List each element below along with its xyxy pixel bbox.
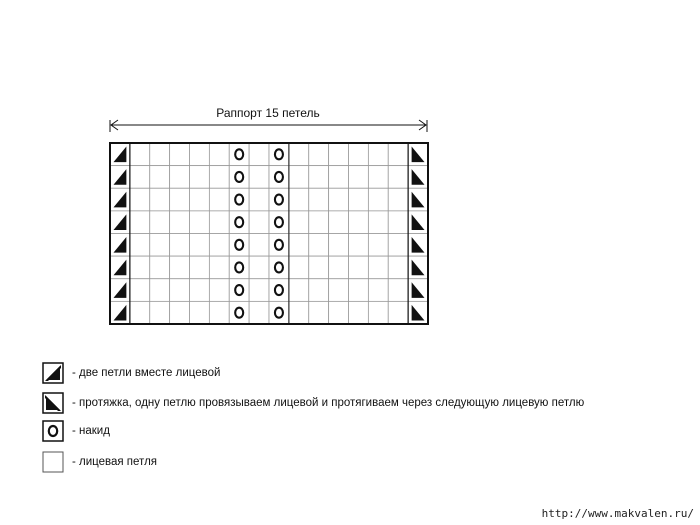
chart-cell — [388, 301, 408, 324]
chart-cell — [229, 256, 249, 279]
chart-cell — [349, 279, 369, 302]
chart-cell — [289, 143, 309, 166]
chart-cell — [309, 301, 329, 324]
chart-cell — [229, 234, 249, 257]
legend-label: - две петли вместе лицевой — [72, 367, 221, 379]
chart-cell — [309, 256, 329, 279]
chart-cell — [150, 143, 170, 166]
chart-cell — [249, 166, 269, 189]
chart-cell — [368, 279, 388, 302]
chart-cell — [209, 211, 229, 234]
chart-cell — [349, 301, 369, 324]
legend-label: - накид — [72, 425, 110, 437]
chart-cell — [329, 234, 349, 257]
chart-cell — [249, 301, 269, 324]
chart-cell — [130, 234, 150, 257]
chart-cell — [289, 188, 309, 211]
legend-item-yo — [42, 419, 110, 443]
chart-cell — [170, 256, 190, 279]
chart-cell — [388, 256, 408, 279]
chart-cell — [368, 234, 388, 257]
chart-cell — [209, 188, 229, 211]
chart-cell — [130, 279, 150, 302]
chart-cell — [368, 143, 388, 166]
chart-cell — [209, 234, 229, 257]
chart-cell — [170, 211, 190, 234]
chart-cell — [150, 256, 170, 279]
chart-cell — [190, 301, 210, 324]
chart-cell — [150, 234, 170, 257]
chart-cell — [130, 188, 150, 211]
chart-cell — [289, 279, 309, 302]
chart-cell — [130, 256, 150, 279]
chart-cell — [388, 143, 408, 166]
chart-cell — [349, 143, 369, 166]
knit-stitch-symbol-icon — [42, 451, 64, 473]
chart-cell — [349, 188, 369, 211]
chart-cell — [269, 166, 289, 189]
chart-cell — [150, 301, 170, 324]
chart-cell — [329, 211, 349, 234]
yarn-over-symbol-icon — [42, 420, 64, 442]
chart-cell — [388, 279, 408, 302]
chart-cell — [150, 279, 170, 302]
chart-cell — [289, 211, 309, 234]
chart-cell — [368, 256, 388, 279]
chart-cell — [190, 211, 210, 234]
chart-cell — [190, 166, 210, 189]
k2tog-symbol-icon — [42, 362, 64, 384]
legend-label: - протяжка, одну петлю провязываем лицевой и протягиваем через следующую лицевую петлю — [72, 397, 585, 409]
chart-cell — [309, 234, 329, 257]
chart-cell — [190, 188, 210, 211]
chart-cell — [209, 256, 229, 279]
knitting-chart — [108, 141, 430, 326]
chart-cell — [229, 188, 249, 211]
chart-cell — [269, 301, 289, 324]
chart-cell — [170, 301, 190, 324]
chart-cell — [388, 188, 408, 211]
chart-cell — [329, 256, 349, 279]
chart-cell — [170, 279, 190, 302]
chart-cell — [130, 211, 150, 234]
chart-cell — [269, 256, 289, 279]
chart-cell — [368, 301, 388, 324]
chart-cell — [249, 143, 269, 166]
chart-cell — [229, 301, 249, 324]
legend-item-knit — [42, 450, 157, 474]
chart-cell — [368, 188, 388, 211]
chart-cell — [170, 166, 190, 189]
chart-cell — [388, 234, 408, 257]
chart-cell — [309, 279, 329, 302]
chart-cell — [329, 143, 349, 166]
chart-cell — [368, 211, 388, 234]
chart-cell — [349, 234, 369, 257]
chart-cell — [349, 256, 369, 279]
chart-cell — [309, 166, 329, 189]
chart-cell — [269, 188, 289, 211]
chart-cell — [209, 166, 229, 189]
chart-cell — [190, 234, 210, 257]
chart-cell — [209, 279, 229, 302]
chart-cell — [249, 211, 269, 234]
chart-cell — [229, 143, 249, 166]
chart-cell — [130, 166, 150, 189]
chart-cell — [209, 301, 229, 324]
chart-cell — [269, 211, 289, 234]
chart-cell — [269, 234, 289, 257]
chart-cell — [309, 188, 329, 211]
chart-cell — [329, 279, 349, 302]
chart-cell — [150, 211, 170, 234]
chart-cell — [388, 211, 408, 234]
chart-title: Раппорт 15 петель — [216, 106, 320, 120]
chart-cell — [249, 279, 269, 302]
chart-cell — [269, 279, 289, 302]
chart-cell — [229, 166, 249, 189]
legend-label: - лицевая петля — [72, 456, 158, 468]
chart-cell — [150, 166, 170, 189]
watermark: http://www.makvalen.ru/ — [541, 507, 694, 520]
repeat-width-arrow — [108, 118, 430, 132]
legend-item-ssk — [42, 391, 584, 415]
chart-cell — [190, 279, 210, 302]
chart-cell — [309, 211, 329, 234]
chart-cell — [289, 234, 309, 257]
chart-cell — [388, 166, 408, 189]
chart-cell — [329, 188, 349, 211]
chart-cell — [229, 279, 249, 302]
chart-cell — [190, 256, 210, 279]
chart-cell — [130, 143, 150, 166]
chart-cell — [249, 256, 269, 279]
chart-cell — [349, 166, 369, 189]
chart-cell — [368, 166, 388, 189]
legend-item-k2tog — [42, 361, 220, 385]
chart-cell — [249, 188, 269, 211]
chart-cell — [229, 211, 249, 234]
chart-cell — [170, 143, 190, 166]
chart-cell — [249, 234, 269, 257]
chart-cell — [150, 188, 170, 211]
chart-cell — [190, 143, 210, 166]
chart-cell — [170, 188, 190, 211]
chart-cell — [329, 166, 349, 189]
chart-cell — [289, 256, 309, 279]
chart-cell — [289, 301, 309, 324]
chart-cell — [170, 234, 190, 257]
chart-cell — [269, 143, 289, 166]
chart-cell — [329, 301, 349, 324]
chart-cell — [309, 143, 329, 166]
chart-cell — [349, 211, 369, 234]
ssk-symbol-icon — [42, 392, 64, 414]
chart-cell — [209, 143, 229, 166]
chart-cell — [289, 166, 309, 189]
chart-cell — [130, 301, 150, 324]
